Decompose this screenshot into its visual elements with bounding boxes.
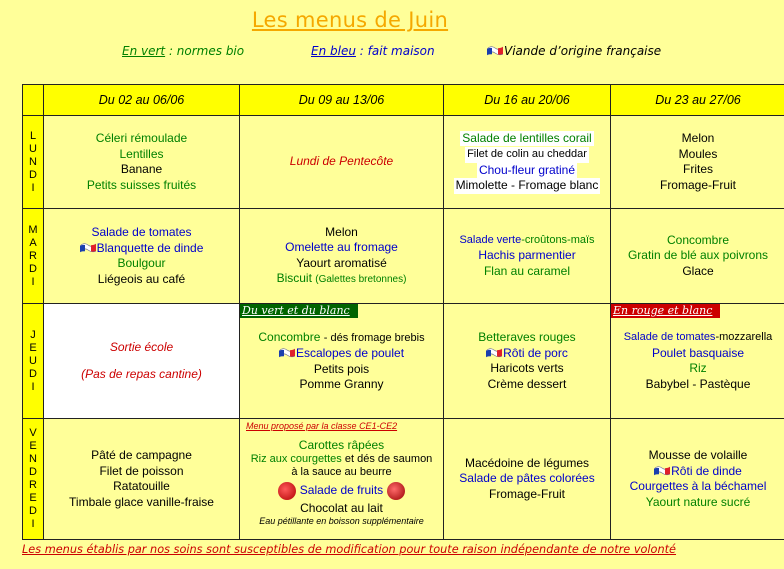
menu-item: à la sauce au beurre bbox=[291, 466, 392, 479]
menu-cell bbox=[44, 209, 240, 304]
menu-item: Melon bbox=[325, 224, 358, 239]
menu-cell bbox=[240, 209, 444, 304]
day-label-lundi bbox=[23, 116, 44, 209]
theme-tag-red-white: En rouge et blanc bbox=[611, 304, 720, 318]
menu-item: Fromage-Fruit bbox=[488, 486, 565, 501]
menu-cell bbox=[444, 419, 611, 540]
day-text: V E N D R E D I bbox=[29, 427, 37, 530]
week-header: Du 02 au 06/06 bbox=[44, 85, 240, 116]
legend-bio-key: En vert bbox=[122, 44, 166, 58]
menu-item-text: Biscuit bbox=[276, 271, 316, 285]
menu-item: Céleri rémoulade bbox=[95, 131, 188, 145]
menu-item: (Pas de repas cantine) bbox=[81, 367, 202, 381]
menu-item: Boulgour bbox=[117, 256, 166, 270]
menu-cell bbox=[444, 304, 611, 419]
menu-item-holiday: Lundi de Pentecôte bbox=[289, 154, 394, 169]
menu-cell bbox=[611, 116, 784, 209]
menu-cell-decorated bbox=[444, 116, 611, 209]
menu-item-detail: -mozzarella bbox=[715, 331, 773, 343]
french-flag-icon bbox=[80, 242, 96, 253]
menu-item-text: Rôti de porc bbox=[503, 345, 568, 360]
menu-item: Crème dessert bbox=[487, 376, 567, 391]
menu-item: Timbale glace vanille-fraise bbox=[69, 494, 214, 509]
week-header: Du 09 au 13/06 bbox=[240, 85, 444, 116]
menu-item-text: Rôti de dinde bbox=[671, 463, 742, 478]
menu-item: Chou-fleur gratiné bbox=[478, 162, 576, 177]
row-jeudi bbox=[23, 304, 784, 419]
menu-table bbox=[22, 84, 784, 540]
day-label-mardi bbox=[23, 209, 44, 304]
menu-item: Chocolat au lait bbox=[300, 500, 383, 515]
menu-item: Mousse de volaille bbox=[648, 448, 748, 462]
menu-item: Filet de poisson bbox=[99, 463, 184, 478]
french-flag-icon bbox=[486, 347, 502, 358]
menu-item: Moules bbox=[678, 146, 718, 161]
menu-item: Gratin de blé aux poivrons bbox=[627, 248, 769, 263]
menu-item: Riz bbox=[689, 361, 707, 375]
menu-item: Salade de tomates bbox=[91, 225, 192, 239]
menu-item: Petits suisses fruités bbox=[86, 177, 197, 192]
day-text: L U N D I bbox=[29, 129, 37, 194]
menu-cell bbox=[44, 304, 240, 419]
menu-item bbox=[240, 453, 443, 467]
menu-cell bbox=[611, 304, 784, 419]
french-flag-icon bbox=[279, 347, 295, 358]
menu-item: Carottes râpées bbox=[298, 438, 385, 453]
menu-item-text: Blanquette de dinde bbox=[96, 240, 204, 255]
menu-item: Babybel - Pastèque bbox=[645, 376, 751, 391]
menu-item bbox=[240, 346, 443, 362]
week-header: Du 23 au 27/06 bbox=[611, 85, 784, 116]
menu-item: Pâté de campagne bbox=[91, 448, 192, 462]
menu-item bbox=[240, 271, 443, 288]
page-title: Les menus de Juin bbox=[251, 8, 449, 32]
menu-item: Pomme Granny bbox=[299, 377, 384, 391]
menu-cell bbox=[240, 304, 444, 419]
menu-item: Concombre bbox=[666, 232, 730, 247]
menu-item: Salade de lentilles corail bbox=[462, 130, 592, 145]
menu-item: Haricots verts bbox=[490, 361, 564, 375]
menu-item: Macédoine de légumes bbox=[464, 455, 590, 470]
menu-cell bbox=[611, 419, 784, 540]
menu-item bbox=[444, 233, 610, 249]
menu-item: Hachis parmentier bbox=[478, 248, 576, 263]
menu-item bbox=[611, 330, 784, 346]
row-vendredi bbox=[23, 419, 784, 540]
menu-cell bbox=[44, 419, 240, 540]
menu-item: Poulet basquaise bbox=[651, 345, 745, 360]
strawberry-icon bbox=[278, 482, 296, 500]
french-flag-icon bbox=[654, 465, 670, 476]
menu-item: Courgettes à la béchamel bbox=[629, 479, 767, 493]
french-flag-icon bbox=[487, 45, 503, 56]
menu-item: Fromage-Fruit bbox=[659, 177, 736, 192]
menu-item-text: Escalopes de poulet bbox=[295, 346, 405, 360]
row-lundi bbox=[23, 116, 784, 209]
menu-item: Petits pois bbox=[313, 361, 370, 376]
class-note: Menu proposé par la classe CE1-CE2 bbox=[246, 421, 398, 431]
menu-item-detail: (Galettes bretonnes) bbox=[315, 274, 407, 285]
footer-disclaimer: Les menus établis par nos soins sont susceptibles de modification pour toute raison indépendante de notre volonté bbox=[22, 543, 677, 556]
legend-homemade-text: : fait maison bbox=[355, 44, 435, 58]
menu-cell bbox=[611, 209, 784, 304]
row-mardi bbox=[23, 209, 784, 304]
week-header: Du 16 au 20/06 bbox=[444, 85, 611, 116]
menu-item-text: Salade de fruits bbox=[299, 482, 384, 497]
menu-cell bbox=[240, 419, 444, 540]
menu-item-text: Salade verte bbox=[459, 233, 522, 246]
menu-item-detail: et dés de saumon bbox=[341, 452, 433, 465]
menu-item-text: Riz aux courgettes bbox=[250, 452, 342, 465]
menu-item bbox=[44, 241, 239, 257]
menu-item: Yaourt nature sucré bbox=[645, 494, 751, 509]
menu-item: Liégeois au café bbox=[97, 271, 186, 286]
menu-item bbox=[444, 346, 610, 362]
legend-homemade bbox=[311, 44, 435, 58]
menu-item: Betteraves rouges bbox=[478, 330, 576, 344]
day-label-vendredi bbox=[23, 419, 44, 540]
menu-item-text: Concombre bbox=[258, 329, 324, 344]
menu-item: Frites bbox=[683, 162, 713, 176]
menu-item: Flan au caramel bbox=[483, 263, 571, 278]
menu-item: Glace bbox=[682, 263, 714, 278]
day-text: M A R D I bbox=[28, 223, 38, 288]
menu-item: Eau pétillante en boisson supplémentaire bbox=[259, 516, 424, 527]
menu-item: Lentilles bbox=[119, 146, 164, 161]
legend-french-meat-text: Viande d’origine française bbox=[504, 44, 662, 58]
menu-item: Banane bbox=[120, 162, 163, 176]
menu-cell bbox=[44, 116, 240, 209]
menu-item: Mimolette - Fromage blanc bbox=[455, 178, 599, 192]
menu-item: Sortie école bbox=[109, 339, 174, 354]
menu-item: Yaourt aromatisé bbox=[296, 255, 387, 270]
legend-bio bbox=[122, 44, 244, 58]
menu-cell bbox=[240, 116, 444, 209]
menu-item: Ratatouille bbox=[113, 479, 170, 493]
theme-tag-green-white: Du vert et du blanc bbox=[240, 304, 358, 318]
menu-item-text: Salade de tomates bbox=[623, 331, 716, 343]
menu-item: Salade de pâtes colorées bbox=[459, 471, 595, 486]
menu-item: Omelette au fromage bbox=[285, 240, 398, 254]
day-label-jeudi bbox=[23, 304, 44, 419]
table-corner bbox=[23, 85, 44, 116]
legend-homemade-key: En bleu bbox=[311, 44, 356, 58]
menu-item bbox=[240, 330, 443, 347]
menu-item: Filet de colin au cheddar bbox=[465, 147, 589, 163]
menu-item bbox=[240, 482, 443, 500]
legend-bio-text: : normes bio bbox=[165, 44, 245, 58]
day-text: J E U D I bbox=[29, 328, 37, 393]
menu-item-detail: -croûtons-maïs bbox=[521, 233, 595, 246]
week-header-row bbox=[23, 85, 784, 116]
menu-item-detail: - dés fromage brebis bbox=[323, 331, 425, 344]
apple-icon bbox=[387, 482, 405, 500]
menu-cell bbox=[444, 209, 611, 304]
menu-item bbox=[611, 464, 784, 480]
menu-item: Melon bbox=[681, 131, 715, 145]
legend-french-meat bbox=[487, 44, 661, 58]
